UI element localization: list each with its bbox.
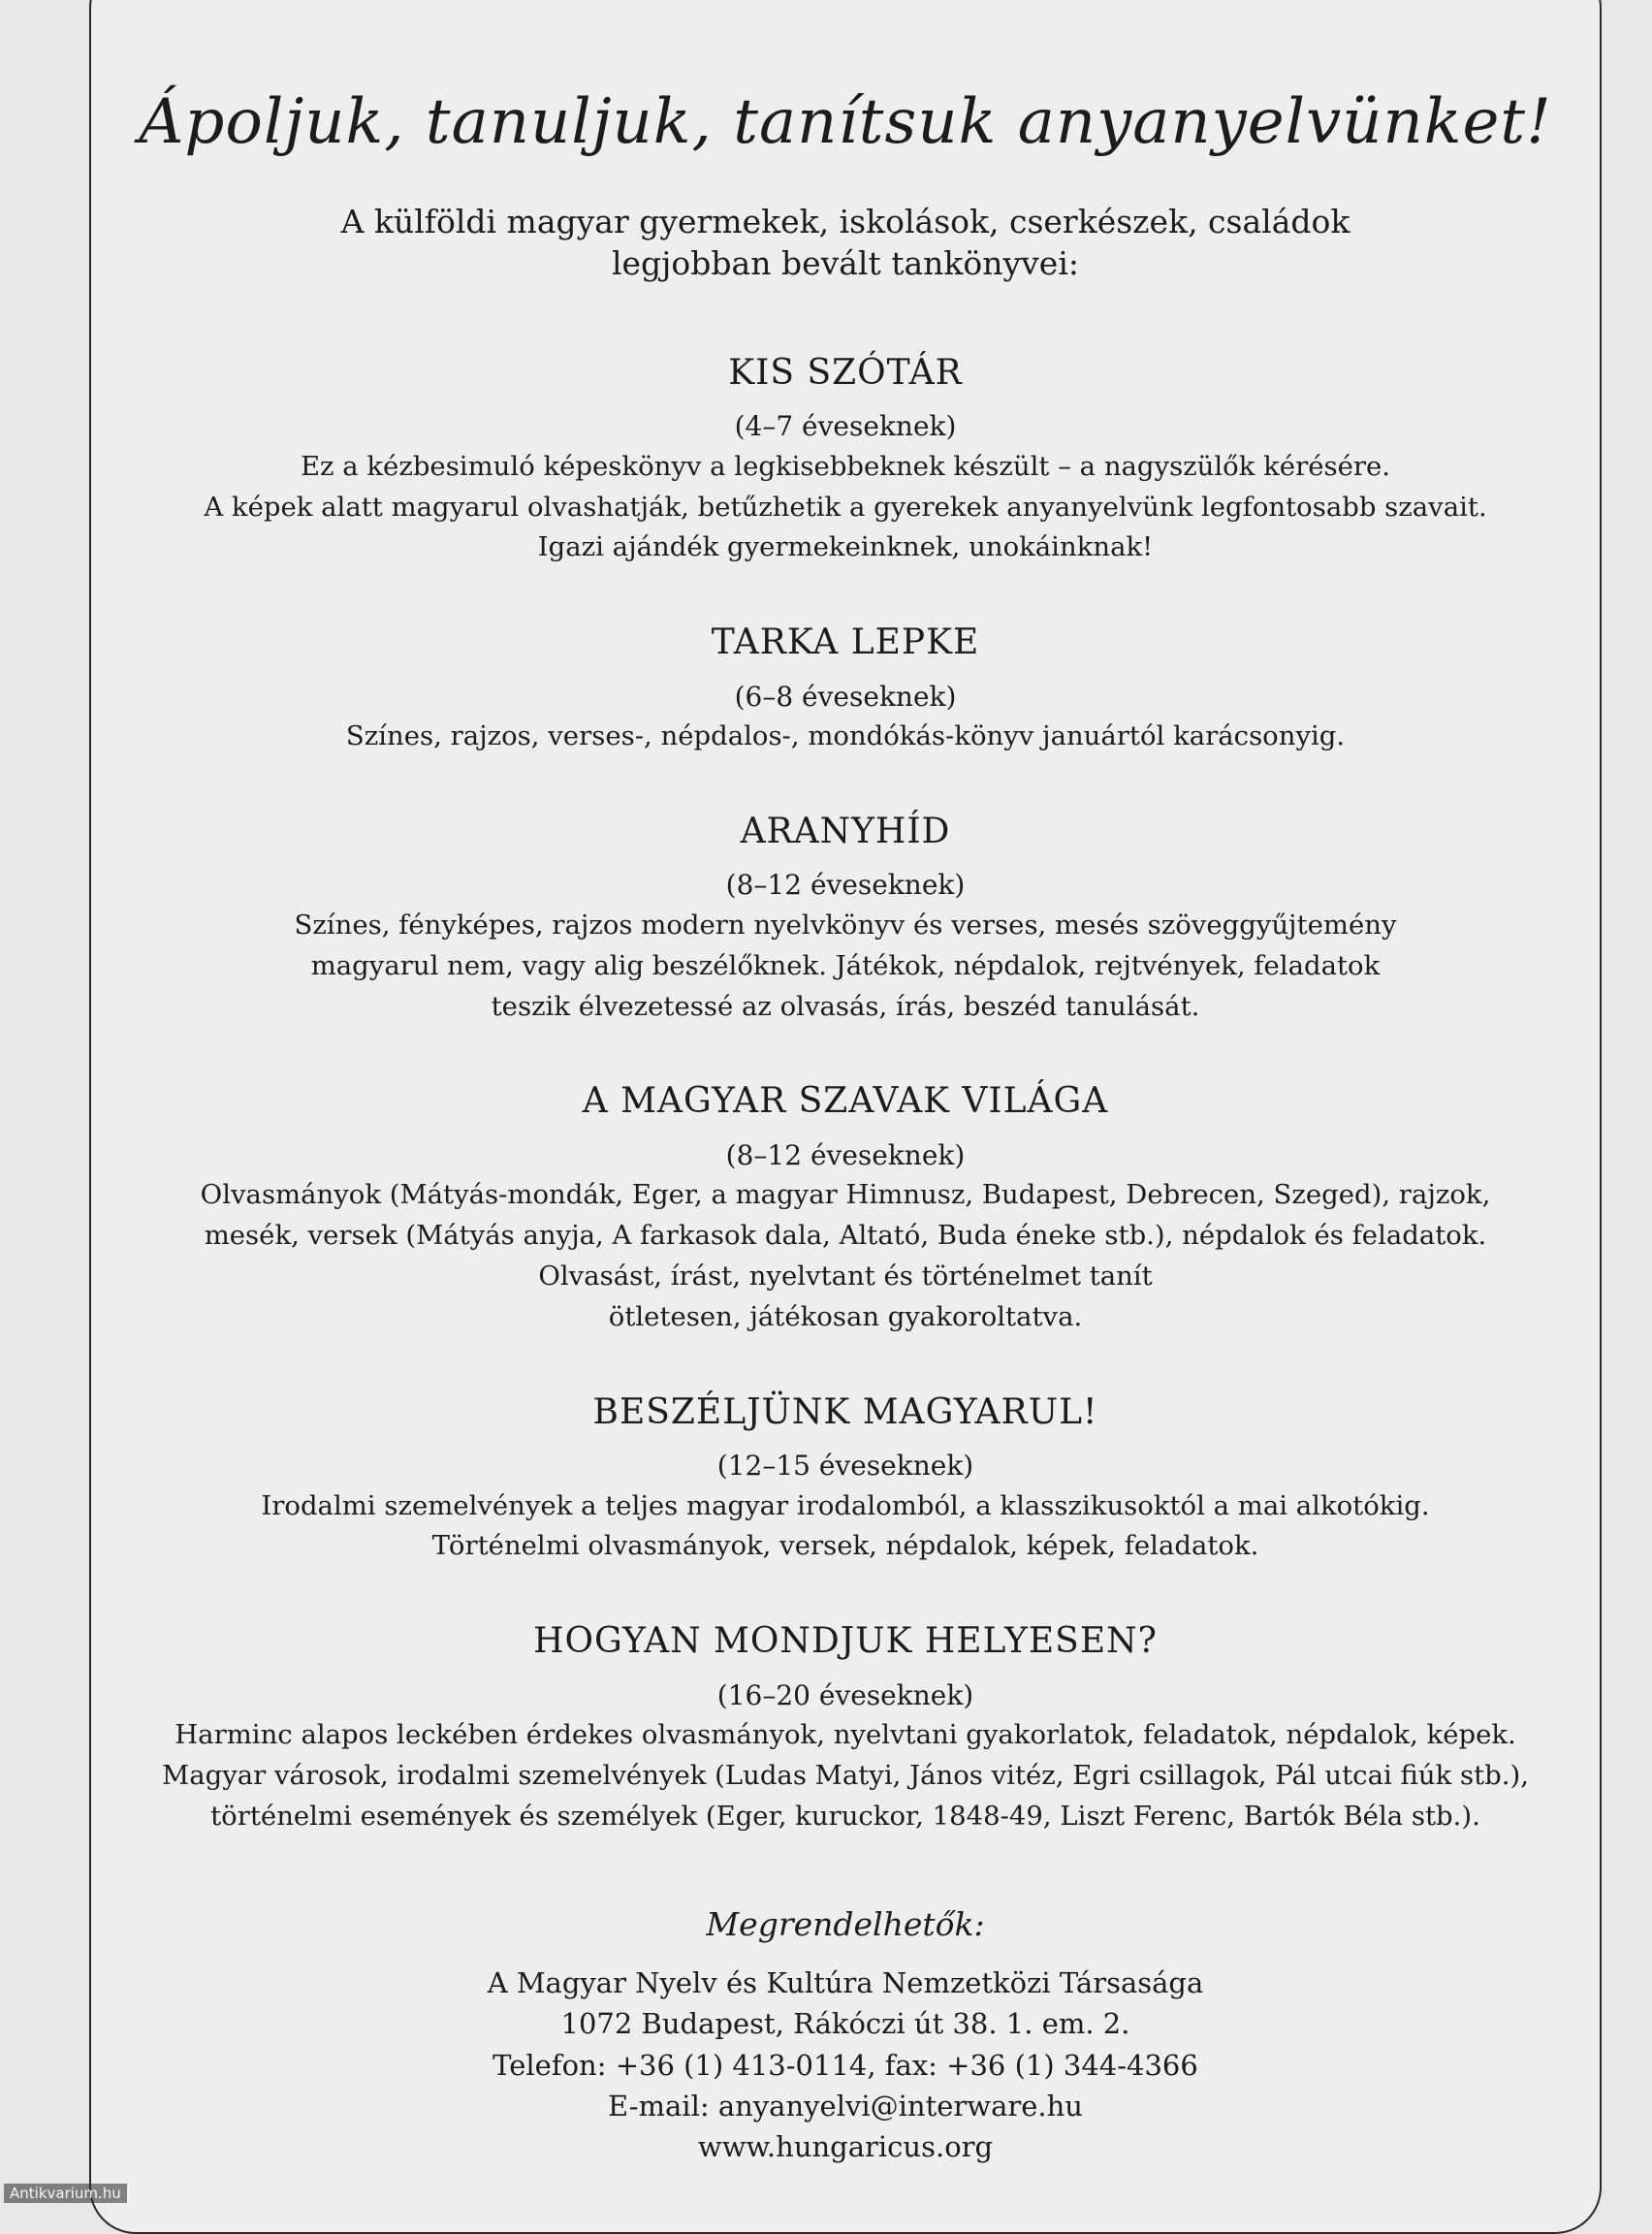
page-content [89, 0, 1602, 2168]
description-line: Ez a kézbesimuló képeskönyv a legkisebbeknek készült – a nagyszülők kérésére. [300, 450, 1391, 482]
description-line: Olvasmányok (Mátyás-mondák, Eger, a magyar Himnusz, Budapest, Debrecen, Szeged), rajzok, [200, 1179, 1491, 1211]
book-title: A MAGYAR SZAVAK VILÁGA [582, 1081, 1109, 1122]
description-line: Magyar városok, irodalmi szemelvények (Ludas Matyi, János vitéz, Egri csillagok, Pál utcai fiúk stb.), [162, 1759, 1529, 1791]
publisher-website: www.hungaricus.org [697, 2130, 994, 2164]
book-age-range: (8–12 éveseknek) [725, 1138, 966, 1171]
order-heading: Megrendelhetők: [706, 1904, 985, 1943]
order-contact [89, 1963, 1602, 2168]
intro-line: A külföldi magyar gyermekek, iskolások, cserkészek, családok [340, 202, 1350, 240]
page-title: Ápoljuk, tanuljuk, tanítsuk anyanyelvünket! [139, 86, 1552, 158]
book-section-aranyhid [89, 812, 1602, 1027]
description-line: ötletesen, játékosan gyakoroltatva. [608, 1300, 1083, 1332]
description-line: Igazi ajándék gyermekeinknek, unokáinknak! [537, 531, 1154, 563]
description-line: Irodalmi szemelvények a teljes magyar irodalomból, a klasszikusoktól a mai alkotókig. [261, 1489, 1430, 1521]
publisher-email: E-mail: anyanyelvi@interware.hu [608, 2090, 1083, 2123]
description-line: Színes, fényképes, rajzos modern nyelvkönyv és verses, mesés szöveggyűjtemény [294, 910, 1397, 941]
intro-text [89, 201, 1602, 285]
book-age-range: (8–12 éveseknek) [725, 869, 966, 902]
description-line: Harminc alapos leckében érdekes olvasmányok, nyelvtani gyakorlatok, feladatok, népdalok, képek. [175, 1719, 1516, 1751]
book-section-kis-szotar [89, 353, 1602, 568]
description-line: Történelmi olvasmányok, versek, népdalok, képek, feladatok. [431, 1530, 1259, 1562]
book-title: BESZÉLJÜNK MAGYARUL! [592, 1391, 1098, 1432]
description-line: teszik élvezetessé az olvasás, írás, beszéd tanulását. [491, 990, 1200, 1022]
book-title: KIS SZÓTÁR [728, 352, 963, 393]
publisher-name: A Magyar Nyelv és Kultúra Nemzetközi Társasága [487, 1966, 1204, 2000]
book-description [89, 906, 1602, 1027]
publisher-phone-fax: Telefon: +36 (1) 413-0114, fax: +36 (1) 344-4366 [492, 2048, 1198, 2082]
book-description [89, 1175, 1602, 1337]
book-age-range: (6–8 éveseknek) [734, 680, 957, 713]
description-line: Olvasást, írást, nyelvtant és történelmet tanít [538, 1261, 1153, 1292]
description-line: Színes, rajzos, verses-, népdalos-, mondókás-könyv januártól karácsonyig. [345, 720, 1346, 752]
book-description [89, 447, 1602, 568]
book-section-hogyan-mondjuk-helyesen [89, 1621, 1602, 1836]
book-age-range: (4–7 éveseknek) [734, 410, 957, 443]
book-description [89, 717, 1602, 757]
description-line: A képek alatt magyarul olvashatják, betűzhetik a gyerekek anyanyelvünk legfontosabb szavait. [204, 491, 1487, 523]
book-section-tarka-lepke [89, 622, 1602, 757]
book-title: TARKA LEPKE [711, 622, 980, 663]
book-age-range: (12–15 éveseknek) [716, 1449, 974, 1482]
book-section-magyar-szavak-vilaga [89, 1081, 1602, 1337]
book-description [89, 1715, 1602, 1836]
book-age-range: (16–20 éveseknek) [716, 1678, 974, 1711]
book-section-beszeljunk-magyarul [89, 1392, 1602, 1568]
intro-line: legjobban bevált tankönyvei: [611, 244, 1080, 283]
book-description [89, 1486, 1602, 1568]
order-info [89, 1905, 1602, 2168]
book-title: HOGYAN MONDJUK HELYESEN? [533, 1621, 1158, 1662]
watermark: Antikvarium.hu [4, 2184, 127, 2203]
book-title: ARANYHÍD [740, 812, 951, 852]
book-list [89, 353, 1602, 1837]
description-line: történelmi események és személyek (Eger, kuruckor, 1848-49, Liszt Ferenc, Bartók Béla stb.). [210, 1800, 1480, 1832]
description-line: mesék, versek (Mátyás anyja, A farkasok dala, Altató, Buda éneke stb.), népdalok és feladatok. [204, 1220, 1487, 1252]
publisher-address: 1072 Budapest, Rákóczi út 38. 1. em. 2. [560, 2007, 1130, 2041]
description-line: magyarul nem, vagy alig beszélőknek. Játékok, népdalok, rejtvények, feladatok [310, 949, 1381, 981]
